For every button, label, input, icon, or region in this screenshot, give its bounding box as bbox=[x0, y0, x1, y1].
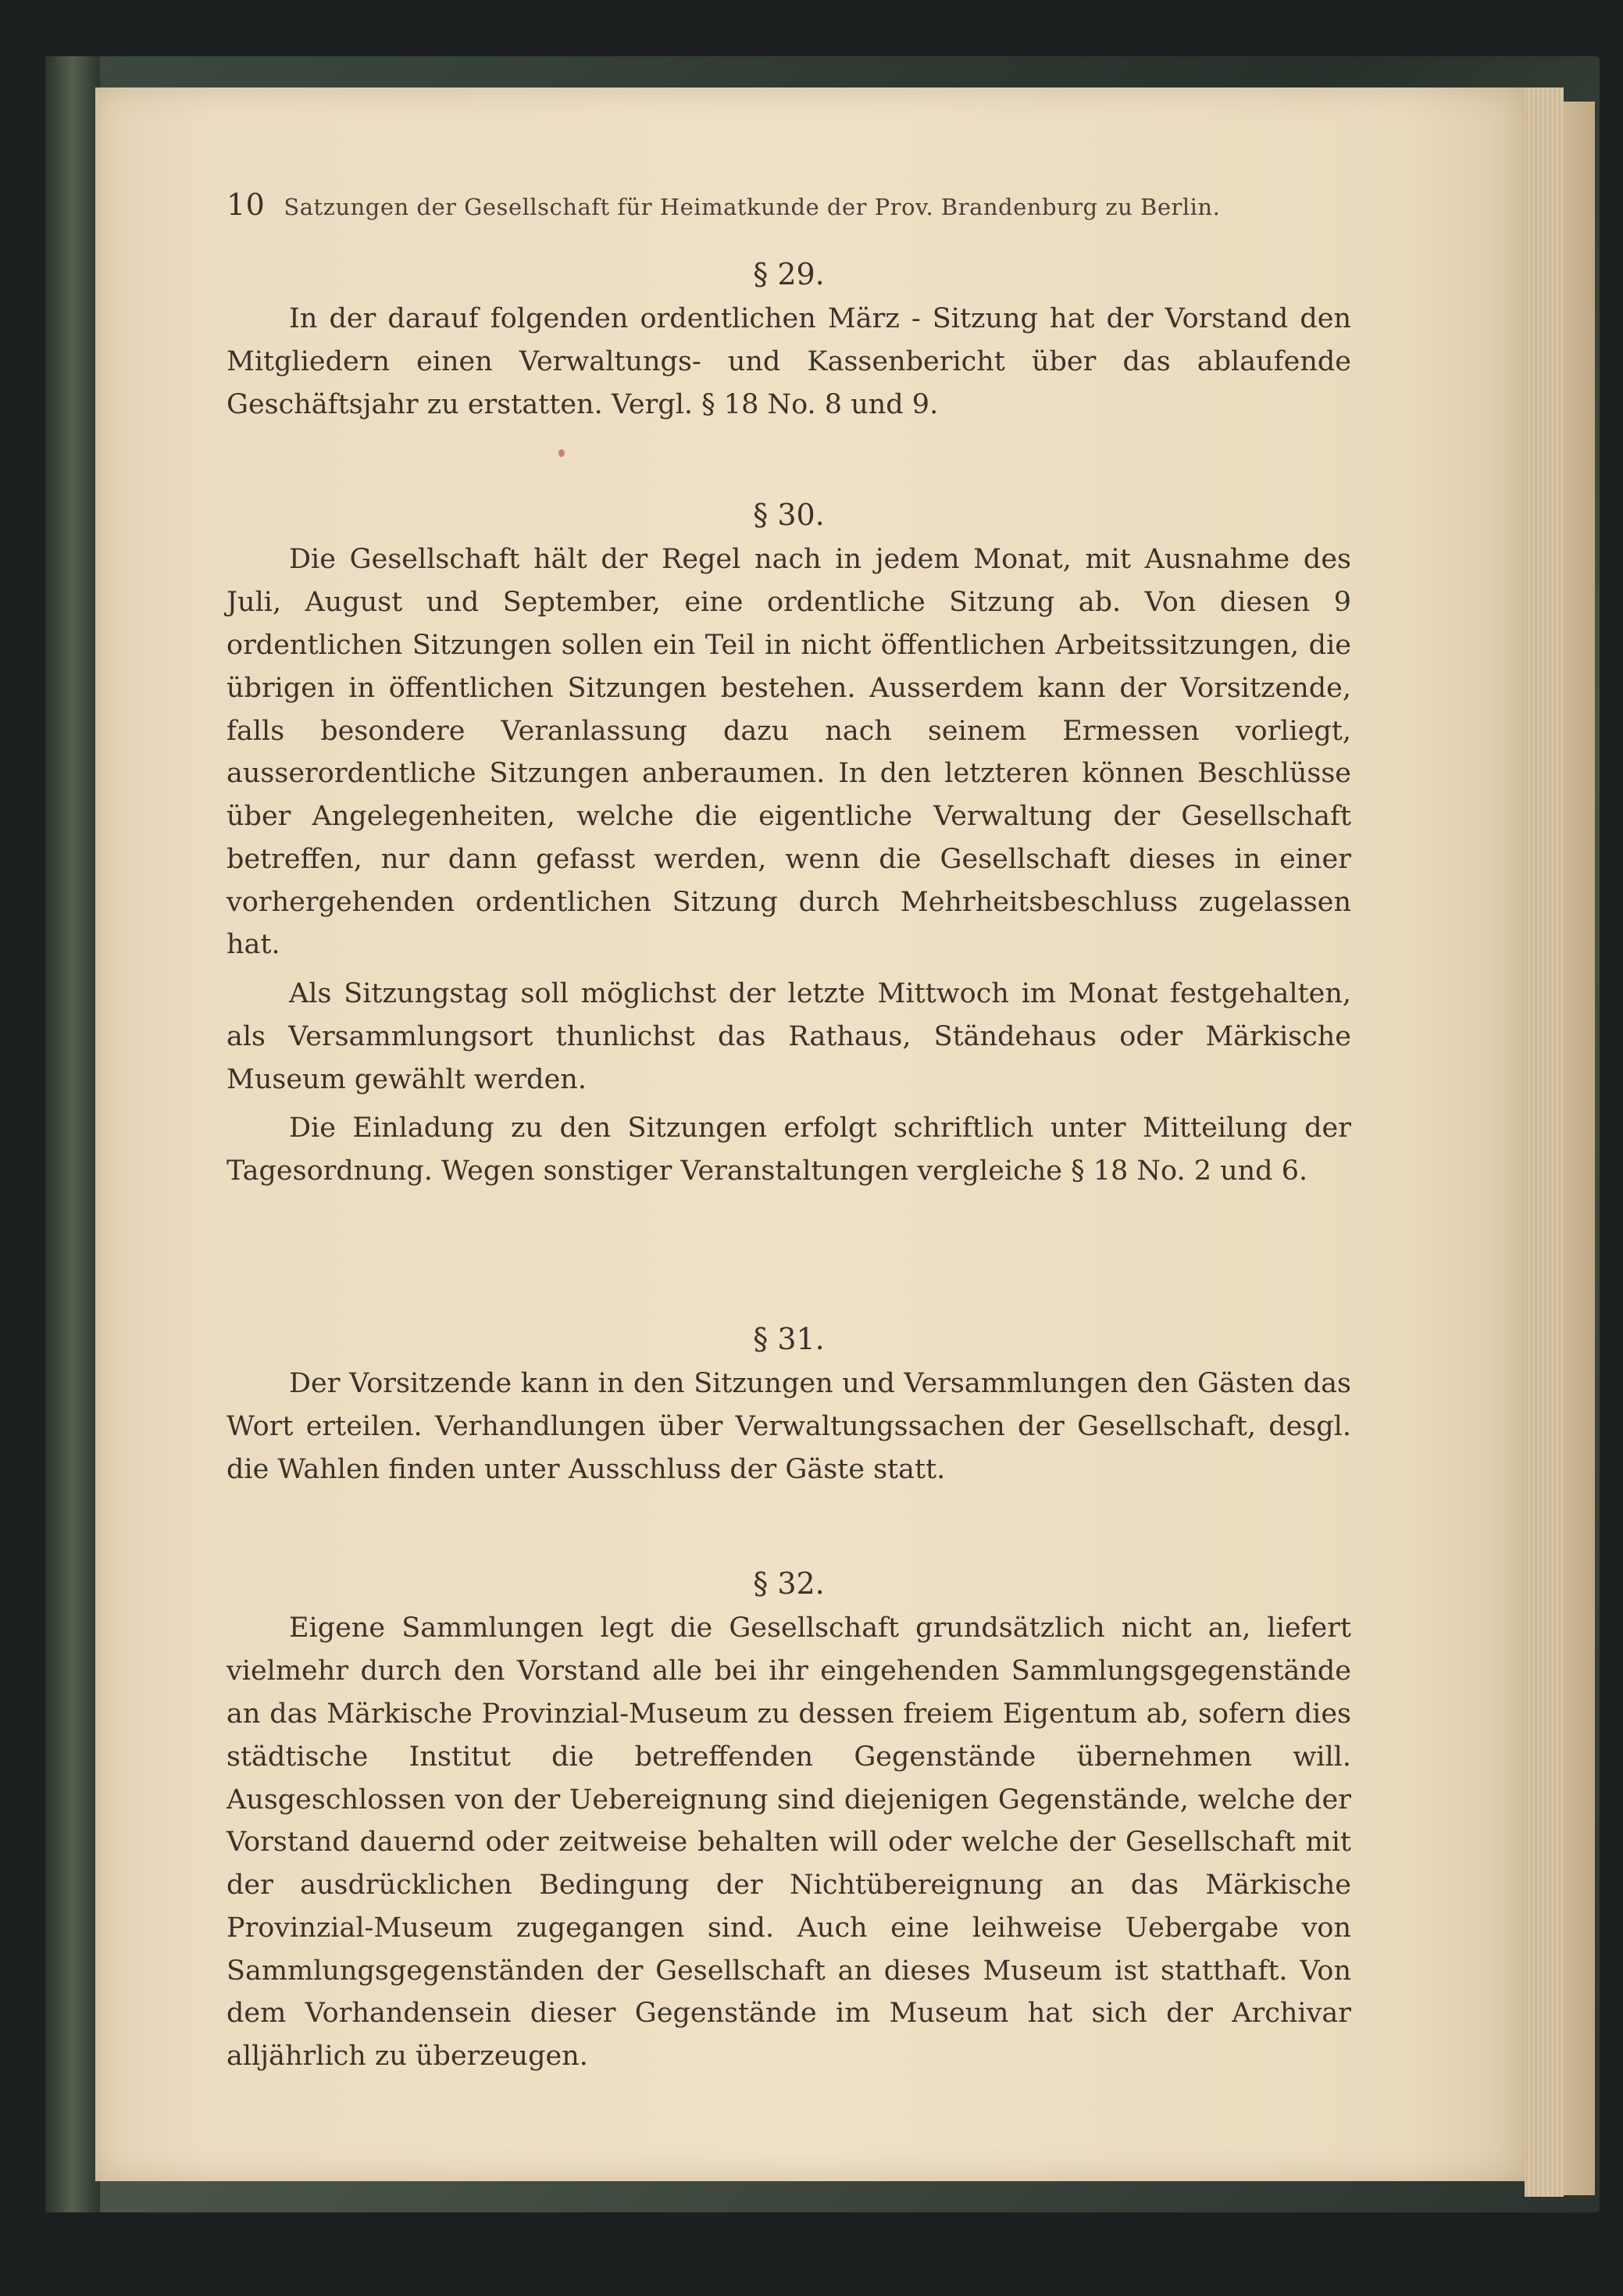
section-heading: § 29. bbox=[753, 257, 825, 291]
section-paragraph: Der Vorsitzende kann in den Sitzungen und Versammlungen den Gästen das Wort erteilen. Verhandlungen über Verwaltungssachen der Gesellschaft, desgl. die Wahlen finden unter Ausschluss der Gäste statt. bbox=[227, 1368, 1351, 1485]
ink-mark bbox=[558, 449, 565, 457]
page-stack-back bbox=[1564, 102, 1595, 2195]
section-paragraph: Die Einladung zu den Sitzungen erfolgt schriftlich unter Mitteilung der Tagesordnung. Wegen sonstiger Veranstaltungen vergleiche § 18 No. 2 und 6. bbox=[227, 1112, 1351, 1187]
section-30 bbox=[227, 492, 1351, 1193]
section-heading: § 30. bbox=[753, 498, 825, 532]
section-paragraph: Eigene Sammlungen legt die Gesellschaft grundsätzlich nicht an, liefert vielmehr durch den Vorstand alle bei ihr eingehenden Sammlungsgegenstände an das Märkische Provinzial-Museum zu dessen freiem Eigentum ab, sofern dies städtische Institut die betreffenden Gegenstände übernehmen will. Ausgeschlossen von der Uebereignung sind diejenigen Gegenstände, welche der Vorstand dauernd oder zeitweise behalten will oder welche der Gesellschaft mit der ausdrücklichen Bedingung der Nichtübereignung an das Märkische Provinzial-Museum zugegangen sind. Auch eine leihweise Uebergabe von Sammlungsgegenständen der Gesellschaft an dieses Museum ist statthaft. Von dem Vorhandensein dieser Gegenstände im Museum hat sich der Archivar alljährlich zu überzeugen. bbox=[227, 1612, 1351, 2073]
section-29 bbox=[227, 252, 1351, 427]
running-header bbox=[227, 187, 1398, 222]
section-32 bbox=[227, 1561, 1351, 2078]
section-paragraph: Als Sitzungstag soll möglichst der letzte Mittwoch im Monat festgehalten, als Versammlungsort thunlichst das Rathaus, Ständehaus oder Märkische Museum gewählt werden. bbox=[227, 978, 1351, 1095]
page-number: 10 bbox=[227, 187, 266, 222]
section-heading: § 32. bbox=[753, 1566, 825, 1601]
running-title: Satzungen der Gesellschaft für Heimatkunde der Prov. Brandenburg zu Berlin. bbox=[284, 194, 1221, 220]
section-paragraph: In der darauf folgenden ordentlichen März - Sitzung hat der Vorstand den Mitgliedern einen Verwaltungs- und Kassenbericht über das ablaufende Geschäftsjahr zu erstatten. Vergl. § 18 No. 8 und 9. bbox=[227, 303, 1351, 420]
book-spine-edge bbox=[45, 56, 100, 2212]
section-paragraph: Die Gesellschaft hält der Regel nach in jedem Monat, mit Ausnahme des Juli, August und September, eine ordentliche Sitzung ab. Von diesen 9 ordentlichen Sitzungen sollen ein Teil in nicht öffentlichen Arbeitssitzungen, die übrigen in öffentlichen Sitzungen bestehen. Ausserdem kann der Vorsitzende, falls besondere Veranlassung dazu nach seinem Ermessen vorliegt, ausserordentliche Sitzungen anberaumen. In den letzteren können Beschlüsse über Angelegenheiten, welche die eigentliche Verwaltung der Gesellschaft betreffen, nur dann gefasst werden, wenn die Gesellschaft dieses in einer vorhergehenden ordentlichen Sitzung durch Mehrheitsbeschluss zugelassen hat. bbox=[227, 544, 1351, 961]
section-heading: § 31. bbox=[753, 1322, 825, 1356]
section-31 bbox=[227, 1316, 1351, 1491]
page-stack-edge bbox=[1525, 87, 1564, 2197]
